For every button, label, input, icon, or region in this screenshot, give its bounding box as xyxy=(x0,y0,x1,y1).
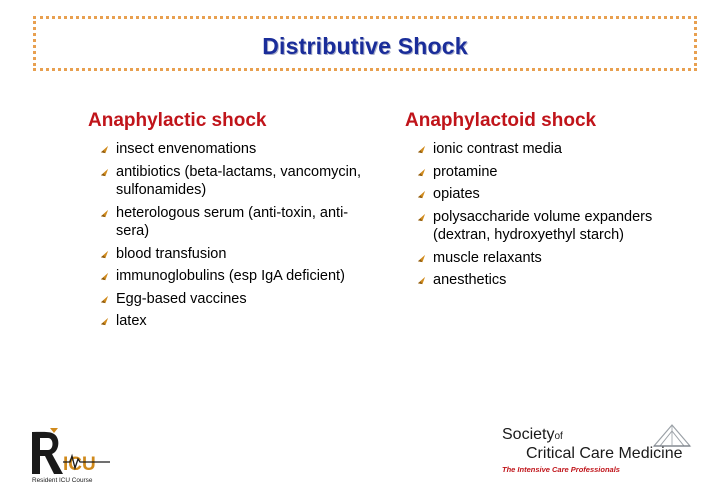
arrow-bullet-icon xyxy=(417,190,426,199)
list-item xyxy=(417,249,695,268)
arrow-bullet-icon xyxy=(100,145,109,154)
list-item xyxy=(100,312,378,331)
left-column-heading: Anaphylactic shock xyxy=(88,110,267,131)
list-item xyxy=(417,271,695,290)
list-item-text: muscle relaxants xyxy=(433,249,542,266)
list-item-text: ionic contrast media xyxy=(433,141,562,157)
arrow-bullet-icon xyxy=(100,295,109,304)
list-item-text: opiates xyxy=(433,186,480,202)
ricu-caption: Resident ICU Course xyxy=(32,477,93,484)
list-item xyxy=(100,290,378,309)
right-bullet-list xyxy=(405,140,695,290)
arrow-bullet-icon xyxy=(100,250,109,259)
sccm-mark-icon xyxy=(650,422,694,448)
sccm-line-2: Critical Care Medicine xyxy=(526,445,683,462)
list-item-text: blood transfusion xyxy=(116,245,227,262)
list-item-text: protamine xyxy=(433,163,498,180)
right-column-heading: Anaphylactoid shock xyxy=(405,110,597,131)
list-item-text: latex xyxy=(116,313,147,329)
right-column xyxy=(405,110,695,294)
list-item xyxy=(100,204,378,241)
list-item-text: Egg-based vaccines xyxy=(116,290,247,307)
arrow-bullet-icon xyxy=(417,145,426,154)
list-item xyxy=(100,267,378,286)
arrow-bullet-icon xyxy=(417,254,426,263)
sccm-of: of xyxy=(554,431,563,442)
sccm-society: Society xyxy=(502,426,555,443)
left-bullet-list xyxy=(88,140,378,331)
arrow-bullet-icon xyxy=(417,168,426,177)
list-item xyxy=(417,185,695,204)
footer xyxy=(0,418,728,485)
ricu-logo-icon xyxy=(30,426,120,484)
list-item-text: polysaccharide volume expanders (dextran, hydroxyethyl starch) xyxy=(433,208,653,243)
arrow-bullet-icon xyxy=(417,213,426,222)
sccm-tagline: The Intensive Care Professionals xyxy=(502,465,620,474)
arrow-bullet-icon xyxy=(100,272,109,281)
slide-title: Distributive Shock xyxy=(262,33,468,59)
sccm-line-1 xyxy=(502,426,563,444)
list-item xyxy=(100,245,378,264)
sccm-logo xyxy=(498,420,698,482)
list-item-text: heterologous serum (anti-toxin, anti-sera) xyxy=(116,204,349,239)
list-item-text: antibiotics (beta-lactams, vancomycin, sulfonamides) xyxy=(116,163,361,198)
title-box xyxy=(33,16,697,71)
arrow-bullet-icon xyxy=(100,168,109,177)
svg-text:ICU: ICU xyxy=(63,454,96,475)
list-item xyxy=(100,140,378,159)
list-item-text: insect envenomations xyxy=(116,141,257,157)
list-item xyxy=(100,163,378,200)
list-item xyxy=(417,140,695,159)
arrow-bullet-icon xyxy=(100,209,109,218)
list-item xyxy=(417,163,695,182)
list-item-text: immunoglobulins (esp IgA deficient) xyxy=(116,268,345,284)
left-column xyxy=(88,110,378,335)
arrow-bullet-icon xyxy=(100,317,109,326)
list-item-text: anesthetics xyxy=(433,272,507,288)
arrow-bullet-icon xyxy=(417,276,426,285)
list-item xyxy=(417,208,695,245)
